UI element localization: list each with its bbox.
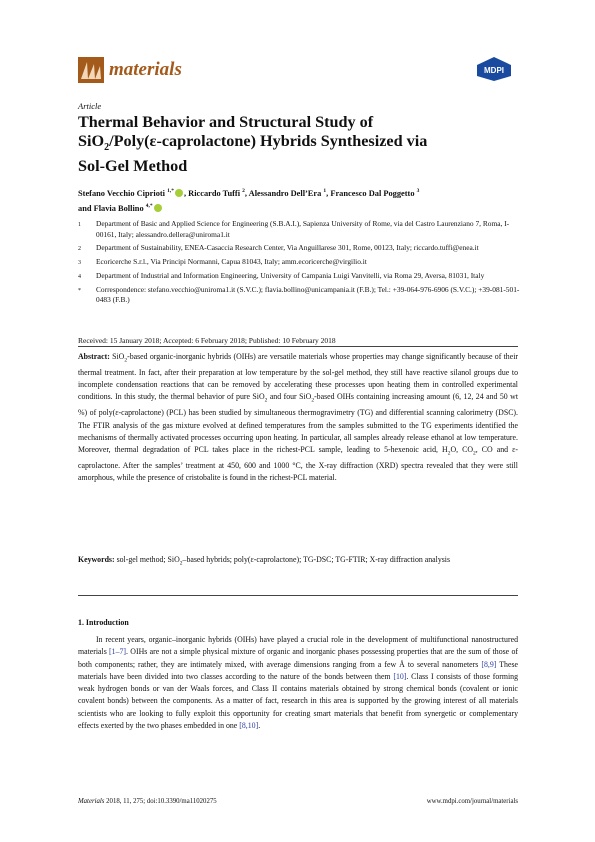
correspondence-item	[78, 285, 528, 306]
affiliation-item	[78, 257, 528, 269]
reference-link[interactable]: [8,10]	[239, 721, 259, 731]
subscript: 2	[447, 450, 451, 457]
mdpi-logo-icon[interactable]	[474, 56, 514, 82]
affiliation-item	[78, 271, 528, 283]
abstract-label: Abstract:	[78, 352, 110, 361]
abstract-text: -based OIHs containing increasing amount (6, 12, 24 and 50 wt %) of poly(ε-caprolactone) (PCL) has been studied by simultaneous thermogravimetry (TG) and differential scanning calorimetry (DSC). The FTIR analysis of the gas mixture evolved at defined temperatures from the samples submitted to the TG experiments identified the mechanisms of thermally activated processes occurring upon heating. In particular, all samples already release ethanol at low temperature. Moreover, thermal degradation of PCL takes place in the richest-PCL sample, leading to 5-hexenoic acid, H	[78, 392, 518, 455]
affiliation-number: 4	[78, 273, 81, 280]
author-name[interactable]: Riccardo Tuffi	[188, 188, 241, 198]
affiliation-number: 1	[78, 222, 81, 228]
keywords	[78, 554, 518, 570]
reference-link[interactable]: [1–7]	[109, 647, 127, 657]
divider	[78, 595, 518, 596]
footer-url[interactable]: www.mdpi.com/journal/materials	[426, 798, 518, 805]
affiliation-list	[78, 219, 528, 308]
author-and: and	[78, 204, 92, 214]
author-affiliation-mark: 3	[416, 188, 420, 194]
keywords-text: sol-gel method; SiO	[114, 555, 180, 564]
paragraph-text: In recent years, organic–inorganic hybrids (OIHs) have played a crucial role in the development of multifunctional nanostructured materials	[78, 635, 518, 657]
divider	[78, 346, 518, 347]
affiliation-number: 3	[78, 259, 81, 266]
author-affiliation-mark: 2	[242, 188, 245, 194]
title-line-1: Thermal Behavior and Structural Study of	[78, 113, 374, 131]
author-list: Stefano Vecchio Ciprioti $^{1,*}$ , Riccardo Tuffi $^2$, Alessandro Dell’Era $^1$, Francesco Dal Poggetto $^3$ and Flavia Bollino $^{4,*}$	[78, 188, 420, 214]
author-name[interactable]: Francesco Dal Poggetto	[330, 188, 415, 198]
abstract-text: and four SiO	[267, 392, 312, 402]
title-line-2-sub: 2	[104, 142, 110, 154]
affiliation-text: Department of Sustainability, ENEA-Casaccia Research Center, Via Anguillarese 301, Rome, 00123, Italy; riccardo.tuffi@enea.it	[96, 242, 479, 252]
abstract-text: SiO	[109, 352, 125, 361]
journal-name: materials	[109, 59, 182, 80]
mdpi-logo-text: MDPI	[484, 66, 504, 75]
abstract	[78, 351, 518, 485]
section-heading: 1. Introduction	[78, 618, 129, 627]
keywords-text: –based hybrids; poly(ε-caprolactone); TG-DSC; TG-FTIR; X-ray diffraction analysis	[182, 555, 451, 564]
affiliation-text: Department of Basic and Applied Science for Engineering (S.B.A.I.), Sapienza University of Rome, via del Castro Laurenziano 7, Roma, I-00161, Italy; alessandro.dellera@uniroma1.it	[96, 219, 510, 239]
author-affiliation-mark: 1,*	[167, 188, 174, 194]
journal-logo[interactable]	[78, 56, 218, 84]
subscript: 2	[124, 357, 128, 364]
orcid-icon[interactable]	[175, 189, 183, 197]
keywords-label: Keywords:	[78, 555, 115, 564]
author-name[interactable]: Flavia Bollino	[93, 204, 144, 214]
affiliation-number: 2	[78, 245, 81, 252]
affiliation-number: *	[78, 287, 81, 294]
reference-link[interactable]: [8,9]	[481, 659, 497, 669]
author-affiliation-mark: 1	[323, 188, 327, 194]
journal-logo-icon	[78, 57, 104, 83]
reference-link[interactable]: [10]	[393, 671, 407, 681]
abstract-text: O, CO	[450, 445, 474, 455]
paragraph-text: . Class I consists of those forming weak hydrogen bonds or van der Waals forces, and Class II contains materials obtained by strong chemical bonds (covalent or ionic covalent bonds) between the components. As a matter of fact, research in this area is supported by the growing interest of all materials scientists who are looking to fully exploit this opportunity for creating smart materials that benefit from synergetic or complementary effects exerted by the two phases embedded in one	[78, 671, 519, 731]
author-affiliation-mark: 4,*	[145, 203, 153, 210]
affiliation-text: Department of Industrial and Information Engineering, University of Campania Luigi Vanvitelli, via Roma 29, Aversa, 81031, Italy	[96, 270, 485, 280]
publication-dates: Received: 15 January 2018; Accepted: 6 February 2018; Published: 10 February 2018	[78, 336, 336, 345]
affiliation-text: Ecoricerche S.r.l., Via Principi Normanni, Capua 81043, Italy; amm.ecoricerche@virgilio.it	[96, 256, 367, 266]
paragraph-text: .	[258, 721, 261, 731]
affiliation-item	[78, 243, 528, 255]
footer-citation-text: 2018, 11, 275; doi:10.3390/ma11020275	[106, 798, 217, 805]
introduction-paragraph	[78, 634, 518, 732]
footer-journal: Materials	[78, 798, 105, 805]
subscript: 2	[264, 398, 268, 405]
correspondence-text: Correspondence: stefano.vecchio@uniroma1.it (S.V.C.); flavia.bollino@unicampania.it (F.B.); Tel.: +39-064-976-6906 (S.V.C.); +39-081-501-0483 (F.B.)	[96, 284, 520, 305]
author-name[interactable]: Alessandro Dell’Era	[248, 188, 322, 198]
footer-citation	[78, 798, 217, 805]
abstract-text: , CO and ε-caprolactone. After the samples’ treatment at 450, 600 and 1000 °C, the X-ray diffraction (XRD) spectra revealed that they were still amorphous, while the presence of cristobalite is found in the richest-PCL material.	[78, 445, 518, 483]
paragraph-text: . OIHs are not a simple physical mixture of organic and inorganic phases possessing properties that are the sum of those of both components; rather, they are intimately mixed, with average dimensions ranging from a few Å to several nanometers	[78, 647, 518, 669]
article-title	[78, 113, 528, 176]
author-name[interactable]: Stefano Vecchio Ciprioti	[78, 188, 166, 198]
subscript: 2	[473, 450, 476, 457]
title-line-3: Sol-Gel Method	[78, 157, 188, 176]
abstract-text: -based organic-inorganic hybrids (OIHs) are versatile materials whose properties may change significantly because of their thermal treatment. In fact, after their preparation at low temperature by the sol-gel method, they still have reactive silanol groups due to incomplete condensation reactions that can be removed by accelerating these processes upon heating them in controlled experimental conditions. In this study, the thermal behavior of pure SiO	[78, 352, 518, 402]
article-type: Article	[78, 101, 102, 111]
affiliation-item	[78, 219, 528, 240]
orcid-icon[interactable]	[154, 204, 162, 212]
title-line-2-post: /Poly(ε-caprolactone) Hybrids Synthesized via	[109, 132, 428, 150]
title-line-2-pre: SiO	[78, 132, 105, 150]
paragraph-text: These materials have been divided into two classes according to the nature of the bonds between them	[78, 659, 518, 681]
subscript: 2	[179, 560, 183, 567]
subscript: 2	[311, 398, 315, 405]
